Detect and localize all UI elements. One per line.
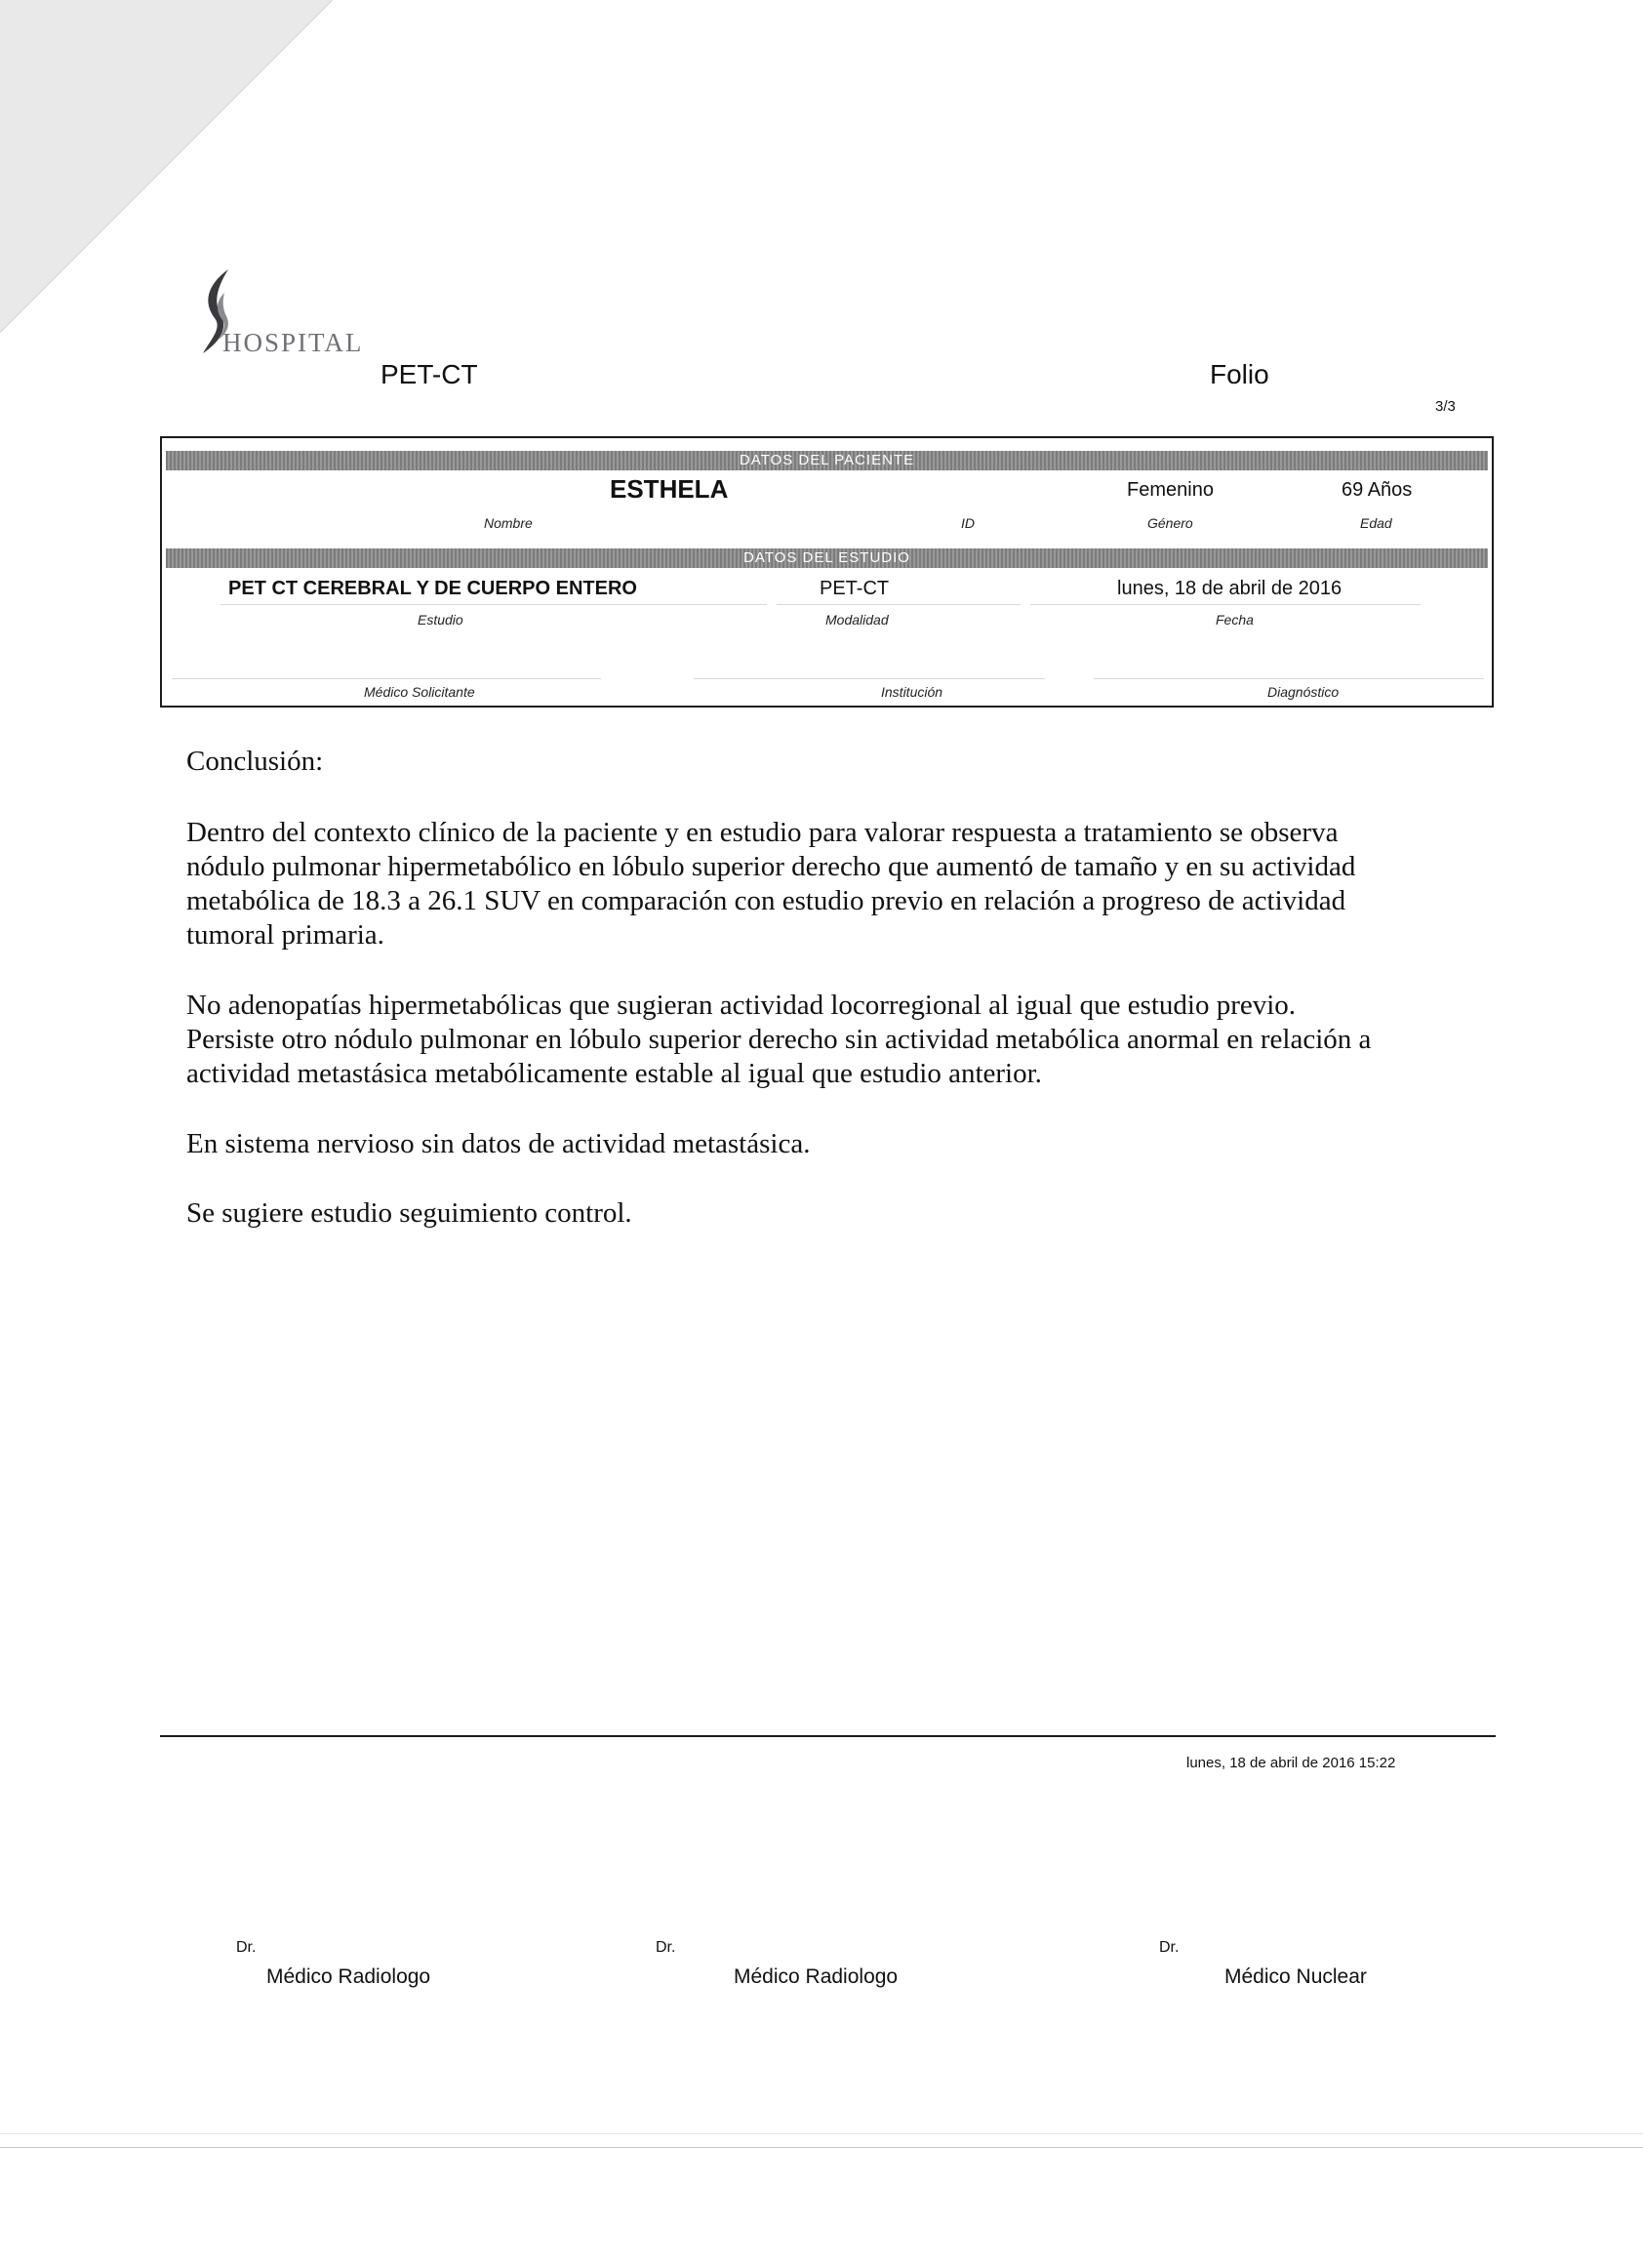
scan-edge-line: [0, 2147, 1643, 2148]
study-name-label: Estudio: [418, 612, 463, 628]
date-underline: [1030, 604, 1421, 605]
document-title: PET-CT: [381, 359, 478, 389]
study-section-title: DATOS DEL ESTUDIO: [743, 549, 910, 566]
signature-1-role: Médico Radiologo: [266, 1965, 431, 1988]
signature-3-role: Médico Nuclear: [1224, 1965, 1367, 1988]
patient-name-label: Nombre: [484, 515, 533, 531]
text-line: Dentro del contexto clínico de la paciente y en estudio para valorar respuesta a tratamiento se observa: [186, 817, 1339, 848]
patient-id-label: ID: [961, 515, 975, 531]
signature-1-prefix: Dr.: [236, 1939, 257, 1956]
modality-underline: [777, 604, 1021, 605]
study-date-value: lunes, 18 de abril de 2016: [1117, 578, 1342, 599]
signature-2-prefix: Dr.: [656, 1939, 676, 1956]
text-line: No adenopatías hipermetabólicas que sugieran actividad locorregional al igual que estudio previo.: [186, 990, 1297, 1021]
scan-edge-line: [0, 2133, 1643, 2134]
modality-value: PET-CT: [820, 578, 890, 599]
diagnosis-underline: [1094, 678, 1484, 679]
text-line: tumoral primaria.: [186, 919, 384, 951]
signature-2-role: Médico Radiologo: [734, 1965, 899, 1988]
hospital-logo-text: HOSPITAL: [222, 328, 364, 357]
institution-underline: [694, 678, 1045, 679]
text-line: Persiste otro nódulo pulmonar en lóbulo superior derecho sin actividad metabólica anormal en relación a: [186, 1024, 1372, 1055]
report-timestamp: lunes, 18 de abril de 2016 15:22: [1186, 1755, 1396, 1771]
patient-age-value: 69 Años: [1342, 479, 1413, 501]
patient-section-header: [166, 451, 1488, 470]
text-line: metabólica de 18.3 a 26.1 SUV en comparación con estudio previo en relación a progreso de actividad: [186, 885, 1346, 916]
patient-study-data-box: [160, 436, 1494, 708]
patient-gender-label: Género: [1147, 515, 1193, 531]
patient-section-title: DATOS DEL PACIENTE: [739, 452, 915, 468]
modality-label: Modalidad: [825, 612, 889, 628]
study-name-value: PET CT CEREBRAL Y DE CUERPO ENTERO: [228, 578, 637, 599]
study-underline: [220, 604, 767, 605]
signature-3-prefix: Dr.: [1159, 1939, 1180, 1956]
patient-gender-value: Femenino: [1127, 479, 1214, 501]
requesting-physician-label: Médico Solicitante: [364, 684, 475, 700]
study-date-label: Fecha: [1216, 612, 1254, 628]
conclusion-paragraph-3: En sistema nervioso sin datos de actividad metastásica.: [186, 1128, 811, 1159]
patient-age-label: Edad: [1360, 515, 1392, 531]
conclusion-paragraph-1: [186, 816, 1474, 952]
footer-divider: [160, 1735, 1496, 1737]
text-line: actividad metastásica metabólicamente estable al igual que estudio anterior.: [186, 1058, 1042, 1089]
diagnosis-label: Diagnóstico: [1267, 684, 1340, 700]
folio-label: Folio: [1210, 359, 1269, 389]
text-line: nódulo pulmonar hipermetabólico en lóbulo superior derecho que aumentó de tamaño y en su actividad: [186, 851, 1356, 882]
study-section-header: [166, 548, 1488, 568]
page-number: 3/3: [1435, 398, 1456, 415]
patient-name-value: ESTHELA: [610, 474, 729, 504]
conclusion-paragraph-4: Se sugiere estudio seguimiento control.: [186, 1197, 632, 1229]
conclusion-paragraph-2: [186, 989, 1474, 1091]
physician-underline: [172, 678, 601, 679]
conclusion-heading: Conclusión:: [186, 746, 324, 777]
institution-label: Institución: [881, 684, 943, 700]
